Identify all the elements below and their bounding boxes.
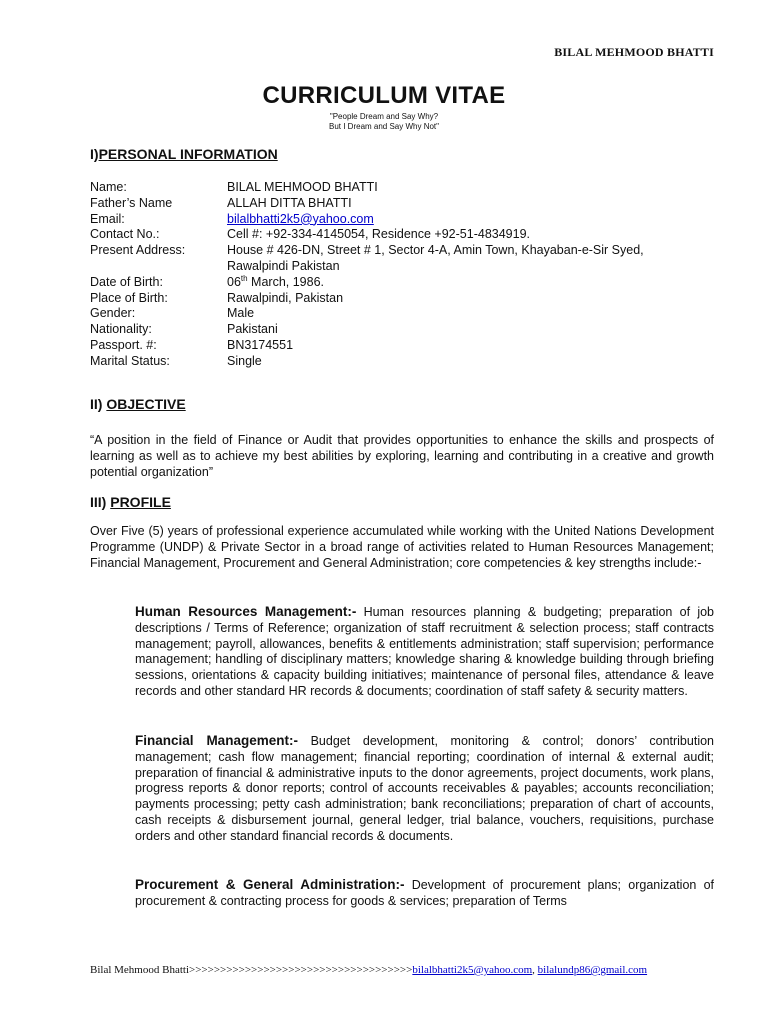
info-label: Contact No.: [90, 227, 160, 242]
objective-heading-text: OBJECTIVE [106, 396, 186, 412]
email-link[interactable]: bilalbhatti2k5@yahoo.com [227, 211, 374, 226]
hr-term: Human Resources Management:- [135, 604, 357, 619]
fin-text: Budget development, monitoring & control; donors’ contribution management; cash flow management; financial reporting; coordination of internal & external audit; preparation of financial & administrative inputs to the donor agreements, project documents, work plans, progress reports & donor reports; control of accounts receivables & payables; accounts reconciliation; payments processing; petty cash administration; bank reconciliations; preparation of chart of accounts, cash receipts & disbursement journal, general ledger, trial balance, vouchers, requisitions, purchase orders and other standard financial records & documents. [135, 734, 714, 843]
info-row-gender [90, 306, 710, 322]
info-value: BN3174551 [227, 337, 294, 352]
info-label: Email: [90, 211, 125, 226]
info-row-dob [90, 275, 710, 291]
objective-heading [90, 396, 186, 412]
hr-text: Human resources planning & budgeting; preparation of job descriptions / Terms of Reference; organization of staff recruitment & selection process; staff contracts management; payroll, allowances, benefits & entitlements administration; staff supervision; performance management; handling of disciplinary matters; knowledge sharing & knowledge building through briefing sessions, orientations & capacity building initiatives; maintenance of personal files, attendance & leave records and other standard HR records & documents; coordination of staff safety & security matters. [135, 605, 714, 698]
info-row-address [90, 243, 710, 275]
info-label: Place of Birth: [90, 290, 168, 305]
objective-text: “A position in the field of Finance or Audit that provides opportunities to enhance the skills and prospects of learning as well as to achieve my best abilities by exploring, learning and contributing in a creative and growth potential organization” [90, 433, 714, 479]
dob-suffix: th [240, 273, 248, 283]
personal-heading [90, 146, 278, 162]
info-value: BILAL MEHMOOD BHATTI [227, 180, 378, 194]
profile-intro: Over Five (5) years of professional experience accumulated while working with the United Nations Development Programme (UNDP) & Private Sector in a broad range of activities related to Human Resources Management; Financial Management, Procurement and General Administration; core competencies & key strengths include:- [90, 524, 714, 570]
page-title: CURRICULUM VITAE [262, 82, 506, 109]
info-value-line-2: Rawalpindi Pakistan [227, 258, 340, 273]
profile-hr [135, 604, 714, 700]
info-value: Rawalpindi, Pakistan [227, 290, 344, 305]
info-label: Date of Birth: [90, 274, 163, 289]
info-label: Name: [90, 180, 127, 194]
info-value: Cell #: +92-334-4145054, Residence +92-51-4834919. [227, 227, 531, 242]
fin-term: Financial Management:- [135, 733, 298, 748]
footer-email-2[interactable]: bilalundp86@gmail.com [537, 964, 648, 976]
info-row-nationality [90, 322, 710, 338]
info-value: Pakistani [227, 322, 278, 337]
footer-separator: , [532, 964, 538, 976]
personal-heading-num: I) [90, 146, 99, 162]
quote-line-1: "People Dream and Say Why? [329, 112, 439, 121]
info-value: ALLAH DITTA BHATTI [227, 195, 352, 210]
profile-heading [90, 494, 171, 510]
info-row-father [90, 196, 710, 212]
profile-heading-num: III) [90, 494, 107, 510]
proc-text: Development of procurement plans; organization of procurement & contracting process for goods & services; preparation of Terms [135, 878, 714, 908]
info-row-passport [90, 338, 710, 354]
info-row-email [90, 212, 710, 228]
page-footer [90, 964, 730, 976]
footer-arrows: >>>>>>>>>>>>>>>>>>>>>>>>>>>>>>>>>>>> [189, 964, 413, 976]
info-label: Father’s Name [90, 195, 173, 210]
info-value: Male [227, 306, 255, 321]
info-label: Gender: [90, 306, 136, 321]
profile-financial [135, 733, 714, 845]
info-value: Single [227, 353, 262, 368]
info-row-pob [90, 291, 710, 307]
info-label: Marital Status: [90, 353, 170, 368]
personal-heading-text: PERSONAL INFORMATION [98, 146, 278, 162]
dob-rest: March, 1986. [247, 274, 325, 289]
info-row-contact [90, 227, 710, 243]
dob-day: 06 [227, 274, 241, 289]
info-label: Passport. #: [90, 337, 157, 352]
header-name: BILAL MEHMOOD BHATTI [554, 45, 714, 59]
quote-line-2: But I Dream and Say Why Not" [329, 122, 439, 131]
info-value: House # 426-DN, Street # 1, Sector 4-A, Amin Town, Khayaban-e-Sir Syed, [227, 243, 644, 258]
profile-procurement [135, 877, 714, 910]
objective-heading-num: II) [90, 396, 103, 412]
quote [0, 112, 768, 132]
personal-info-list [90, 180, 710, 370]
profile-heading-text: PROFILE [110, 494, 171, 510]
footer-name: Bilal Mehmood Bhatti [90, 964, 189, 976]
info-row-marital [90, 354, 710, 370]
info-label: Present Address: [90, 243, 186, 258]
footer-email-1[interactable]: bilalbhatti2k5@yahoo.com [412, 964, 533, 976]
info-row-name [90, 180, 710, 196]
proc-term: Procurement & General Administration:- [135, 877, 405, 892]
info-label: Nationality: [90, 322, 152, 337]
